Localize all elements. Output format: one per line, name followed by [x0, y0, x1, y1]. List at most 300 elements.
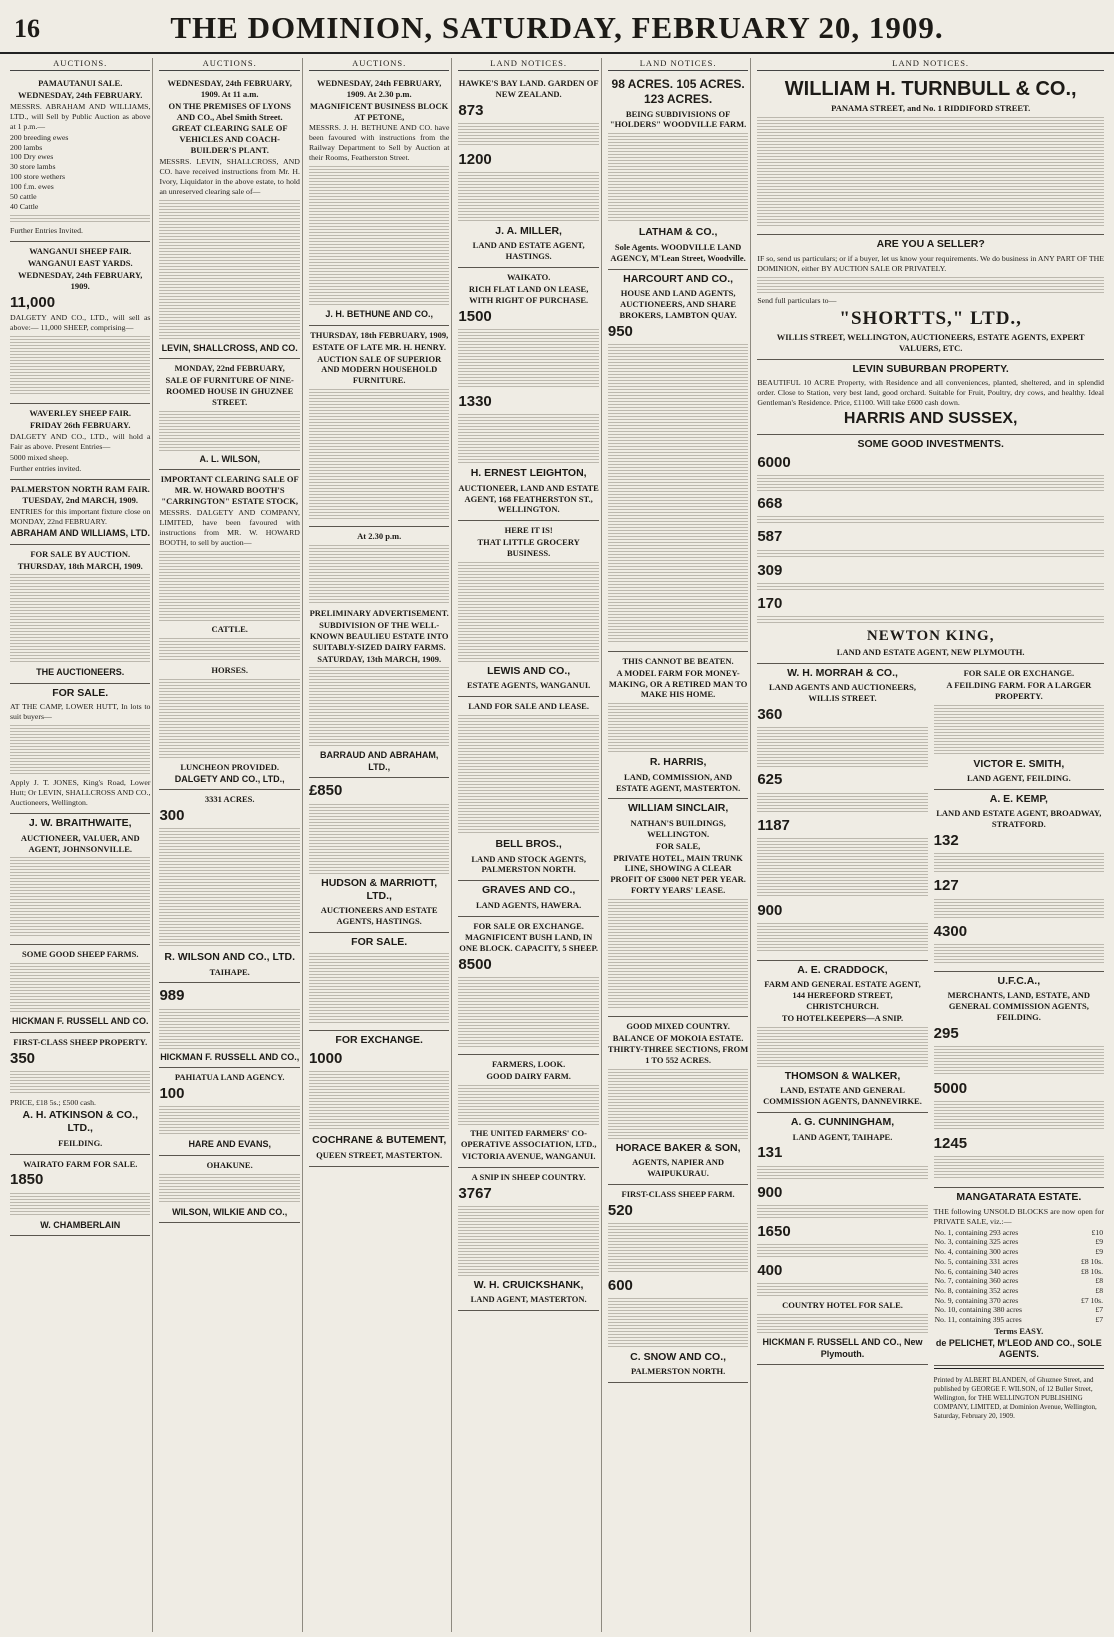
ad-subtitle: A MODEL FARM FOR MONEY-MAKING, OR A RETIRED MAN TO MAKE HIS HOME.	[608, 667, 748, 700]
ad-number: 587	[757, 528, 783, 546]
ad-title: WAIRATO FARM FOR SALE.	[23, 1158, 138, 1169]
ad-title: LAND FOR SALE AND LEASE.	[468, 701, 589, 712]
ad-number: 600	[607, 1276, 633, 1294]
advert	[309, 778, 449, 933]
text-block	[608, 899, 748, 1009]
advert	[10, 1033, 150, 1155]
ad-title: COUNTRY HOTEL FOR SALE.	[782, 1300, 903, 1311]
advert	[458, 881, 598, 916]
table-row	[934, 1276, 1104, 1286]
ad-signature: J. A. MILLER,	[495, 225, 562, 237]
ad-signature: R. WILSON AND CO., LTD.	[164, 951, 296, 964]
text-block	[309, 667, 449, 747]
ad-body: MESSRS. LEVIN, SHALLCROSS, AND CO. have received instructions from Mr. H. Ivory, Liquidator in the above estate, to hold an unreserved clearing sale of—	[159, 157, 300, 196]
ad-title: PRELIMINARY ADVERTISEMENT.	[309, 608, 449, 619]
text-block	[757, 1314, 927, 1334]
ad-title: FOR SALE.	[351, 936, 408, 949]
ad-number: 295	[933, 1024, 959, 1042]
advert	[458, 1168, 598, 1311]
divider	[934, 1368, 1104, 1369]
ad-number: 98 ACRES. 105 ACRES. 123 ACRES.	[611, 76, 745, 107]
text-block	[10, 1071, 150, 1095]
ad-subtitle: WANGANUI EAST YARDS.	[27, 258, 133, 269]
ad-signature: A. L. WILSON,	[199, 453, 260, 464]
advert	[757, 1113, 927, 1365]
text-block	[10, 857, 150, 937]
advert	[757, 74, 1104, 235]
ad-number: 1500	[458, 307, 492, 325]
ad-subtitle: AUCTION SALE OF SUPERIOR AND MODERN HOUSEHOLD FURNITURE.	[317, 353, 442, 386]
ad-body: DALGETY AND CO., LTD., will sell as above:— 11,000 SHEEP, comprising—	[10, 312, 151, 332]
ad-number: 668	[757, 495, 783, 513]
ad-number: 625	[757, 771, 783, 789]
advertiser-name: W. H. MORRAH & CO.,	[787, 667, 898, 679]
price-cell: £7	[1095, 1305, 1103, 1315]
advertiser-name: THOMSON & WALKER,	[784, 1069, 901, 1082]
block-cell: No. 1, containing 293 acres	[934, 1227, 1019, 1237]
ad-number: 5000	[933, 1079, 968, 1097]
ad-subtitle: GREAT CLEARING SALE OF VEHICLES AND COACH-BUILDER'S PLANT.	[171, 123, 288, 156]
stock-item: 40 Cattle	[10, 202, 39, 212]
ad-footer: Further entries invited.	[10, 463, 82, 473]
ad-address: PALMERSTON NORTH.	[630, 1366, 726, 1377]
text-block	[934, 705, 1104, 755]
text-block	[10, 963, 150, 1013]
ad-signature: J. H. BETHUNE AND CO.,	[325, 309, 434, 320]
ad-number: 950	[607, 322, 633, 340]
ad-signature: WILSON, WILKIE AND CO.,	[172, 1206, 288, 1217]
ad-address: PANAMA STREET, and No. 1 RIDDIFORD STREET.	[831, 103, 1031, 114]
ad-footer: Further Entries Invited.	[10, 226, 83, 236]
advertiser-name: "SHORTTS," LTD.,	[839, 307, 1022, 329]
stock-item: 100 f.m. ewes	[10, 182, 54, 192]
ad-signature: W. H. CRUICKSHANK,	[473, 1278, 584, 1291]
ad-title: MAGNIFICENT BUSINESS BLOCK AT PETONE,	[310, 100, 449, 122]
ad-body: MESSRS. J. H. BETHUNE AND CO. have been favoured with instructions from the Railway Department to Sell by Auction at their Rooms, Featherston Street.	[308, 123, 450, 163]
ad-number: 1187	[757, 816, 790, 834]
ad-title: THIS CANNOT BE BEATEN.	[622, 655, 734, 666]
text-block	[309, 545, 449, 605]
column-heading: LAND NOTICES.	[608, 58, 748, 71]
column-heading: LAND NOTICES.	[757, 58, 1104, 71]
price-cell: £9	[1095, 1247, 1103, 1257]
advertiser-name: A. E. CRADDOCK,	[797, 963, 888, 976]
block-cell: No. 5, containing 331 acres	[934, 1256, 1019, 1266]
text-block	[159, 1009, 299, 1049]
newspaper-title: THE DOMINION, SATURDAY, FEBRUARY 20, 1909.	[170, 10, 944, 45]
ad-date: WEDNESDAY, 24th FEBRUARY, 1909.	[18, 270, 143, 291]
page-number: 16	[14, 14, 40, 43]
ad-body: MESSRS. DALGETY AND COMPANY, LIMITED, have been favoured with instructions from MR. W. HOWARD BOOTH, to sell by auction—	[159, 508, 300, 547]
advertiser-name: WILLIAM H. TURNBULL & CO.,	[784, 77, 1077, 100]
ad-signature: LEWIS AND CO.,	[487, 664, 571, 677]
ad-subtitle: HOUSE AND LAND AGENTS, AUCTIONEERS, AND SHARE BROKERS, LAMBTON QUAY.	[619, 287, 737, 320]
price-cell: £9	[1095, 1237, 1103, 1247]
text-block	[309, 804, 449, 874]
text-block	[757, 277, 1104, 293]
block-cell: No. 3, containing 325 acres	[934, 1237, 1019, 1247]
ad-subtitle: PRIVATE HOTEL, MAIN TRUNK LINE, SHOWING A CLEAR PROFIT OF £3000 NET PER YEAR. FORTY YEARS' LEASE.	[610, 852, 746, 896]
ad-signature: ABRAHAM AND WILLIAMS, LTD.	[10, 528, 150, 539]
text-block	[159, 1106, 299, 1136]
ad-number: 900	[757, 901, 783, 919]
column-heading: AUCTIONS.	[10, 58, 150, 71]
price-cell: £8	[1095, 1286, 1103, 1295]
ad-title: PAMAUTANUI SALE.	[38, 77, 123, 88]
ad-date: TUESDAY, 2nd MARCH, 1909.	[22, 495, 139, 506]
table-row	[934, 1286, 1104, 1296]
table-row	[934, 1257, 1104, 1267]
advert	[309, 326, 449, 527]
advert	[458, 268, 598, 521]
text-block	[757, 1027, 927, 1067]
advert	[608, 270, 748, 652]
ad-subtitle: THAT LITTLE GROCERY BUSINESS.	[477, 537, 580, 558]
text-block	[608, 1298, 748, 1348]
text-block	[608, 133, 748, 223]
ad-number: 989	[159, 987, 185, 1005]
ad-date: WEDNESDAY, 24th FEBRUARY.	[18, 89, 143, 100]
text-block	[159, 1174, 299, 1204]
ad-subtitle: BALANCE OF MOKOIA ESTATE. THIRTY-THREE SECTIONS, FROM 1 TO 552 ACRES.	[607, 1032, 749, 1065]
table-row	[934, 1237, 1104, 1247]
column-3	[307, 58, 452, 1632]
text-block	[757, 583, 1104, 591]
ad-title: FARMERS, LOOK.	[492, 1059, 566, 1070]
advert	[934, 1188, 1104, 1365]
ad-address: AGENTS, NAPIER AND WAIPUKURAU.	[632, 1156, 725, 1178]
ad-title: WAIKATO.	[506, 272, 551, 283]
ad-signature: HICKMAN F. RUSSELL AND CO., New Plymouth.	[762, 1337, 923, 1359]
advert	[608, 1185, 748, 1384]
table-row	[934, 1247, 1104, 1257]
text-block	[10, 336, 150, 396]
ad-signature: HARE AND EVANS,	[188, 1139, 271, 1150]
text-block	[458, 329, 598, 389]
ad-address: WILLIS STREET, WELLINGTON, AUCTIONEERS, ESTATE AGENTS, EXPERT VALUERS, ETC.	[776, 332, 1085, 353]
ad-title: FOR SALE.	[52, 686, 109, 699]
ad-body: AT THE CAMP, LOWER HUTT, In lots to suit buyers—	[10, 702, 151, 722]
split-section	[757, 664, 1104, 1428]
text-block	[10, 215, 150, 223]
column-heading: LAND NOTICES.	[458, 58, 598, 71]
ad-signature: HUDSON & MARRIOTT, LTD.,	[321, 876, 438, 903]
ad-number: 873	[458, 101, 484, 119]
column-6	[755, 58, 1106, 1632]
advert	[10, 684, 150, 814]
column-heading: AUCTIONS.	[309, 58, 449, 71]
advert	[934, 972, 1104, 1189]
advert	[159, 1156, 299, 1223]
ad-body: DALGETY AND CO., LTD., will hold a Fair as above. Present Entries—	[10, 431, 151, 451]
ad-title: TO HOTELKEEPERS—A SNIP.	[781, 1013, 904, 1023]
ad-subtitle: SUBDIVISION OF THE WELL-KNOWN BEAULIEU ESTATE INTO SUITABLY-SIZED DAIRY FARMS.	[309, 619, 449, 652]
block-cell: No. 11, containing 395 acres	[934, 1315, 1022, 1325]
advert	[10, 814, 150, 945]
text-block	[309, 389, 449, 519]
advert	[757, 664, 927, 961]
printer-imprint: Printed by ALBERT BLANDEN, of Ghuznee Street, and published by GEORGE F. WILSON, of 12 Buller Street, Wellington, for THE WELLINGTON PUBLISHING COMPANY, LIMITED, at Dominion Avenue, Wellington, Saturday, February 20, 1909.	[933, 1375, 1097, 1420]
text-block	[934, 853, 1104, 873]
text-block	[458, 977, 598, 1047]
advert	[159, 1068, 299, 1156]
text-block	[10, 1193, 150, 1217]
ad-title: IMPORTANT CLEARING SALE OF MR. W. HOWARD BOOTH'S "CARRINGTON" ESTATE STOCK,	[160, 474, 299, 507]
advert	[159, 74, 299, 360]
ad-signature: C. SNOW AND CO.,	[630, 1350, 727, 1363]
ad-signature: GRAVES AND CO.,	[481, 884, 576, 897]
ad-title: ESTATE OF LATE MR. H. HENRY.	[312, 341, 447, 352]
advert	[10, 242, 150, 404]
ad-title: GOOD MIXED COUNTRY.	[626, 1021, 730, 1032]
text-block	[159, 411, 299, 451]
ad-apply: Apply J. T. JONES, King's Road, Lower Hutt; Or LEVIN, SHALLCROSS AND CO., Auctioneers, Wellington.	[10, 778, 151, 808]
ad-subtitle: LAND AGENT, FEILDING.	[966, 773, 1071, 784]
text-block	[757, 1244, 927, 1258]
right-subcolumn	[934, 664, 1104, 1428]
ad-signature: COCHRANE & BUTEMENT,	[312, 1134, 447, 1147]
advert	[608, 74, 748, 270]
advert	[159, 359, 299, 470]
table-row	[934, 1296, 1104, 1306]
ad-number: 132	[933, 832, 959, 850]
ad-title: ON THE PREMISES OF LYONS AND CO., Abel Smith Street.	[168, 100, 291, 122]
ad-signature: A. H. ATKINSON & CO., LTD.,	[22, 1108, 138, 1135]
advert	[608, 1017, 748, 1185]
masthead	[0, 0, 1114, 54]
ad-body: Send full particulars to—	[757, 295, 837, 305]
text-block	[608, 1223, 748, 1273]
text-block	[934, 1101, 1104, 1131]
ad-number: 11,000	[10, 293, 56, 311]
ad-number: 6000	[757, 454, 791, 471]
ad-subtitle: LAND AGENT, MASTERTON.	[470, 1294, 587, 1305]
ad-title: HAWKE'S BAY LAND. GARDEN OF NEW ZEALAND.	[458, 77, 599, 99]
text-block	[757, 923, 927, 953]
table-row	[934, 1267, 1104, 1277]
advert	[10, 74, 150, 242]
advertiser-name: VICTOR E. SMITH,	[973, 757, 1065, 770]
ad-subtitle: Sole Agents. WOODVILLE LAND AGENCY, M'Lean Street, Woodville.	[610, 241, 746, 263]
ad-title: OHAKUNE.	[206, 1159, 253, 1170]
text-block	[608, 1069, 748, 1139]
ad-title: J. W. BRAITHWAITE,	[28, 817, 132, 830]
text-block	[757, 616, 1104, 624]
stock-item: 100 store wethers	[10, 172, 65, 182]
ad-address: NATHAN'S BUILDINGS, WELLINGTON.	[630, 817, 726, 839]
ad-title: WAVERLEY SHEEP FAIR.	[29, 407, 132, 418]
ad-subtitle: LAND AGENT, TAIHAPE.	[792, 1131, 893, 1142]
text-block	[159, 551, 299, 621]
ad-location: ESTATE AGENTS, WANGANUI.	[466, 680, 591, 691]
table-row	[934, 1228, 1104, 1238]
text-block	[934, 944, 1104, 964]
block-cell: No. 10, containing 380 acres	[934, 1305, 1022, 1315]
advert	[309, 527, 449, 778]
advertiser-name: A. E. KEMP,	[989, 792, 1048, 805]
ad-location: TAIHAPE.	[209, 966, 250, 977]
advertiser-name: U.F.C.A.,	[997, 974, 1041, 987]
price-cell: £8 10s.	[1081, 1256, 1103, 1266]
block-cell: No. 9, containing 370 acres	[934, 1295, 1019, 1305]
ad-section: HORSES.	[211, 664, 249, 675]
ad-title: FIRST-CLASS SHEEP FARM.	[621, 1188, 735, 1199]
text-block	[159, 679, 299, 759]
text-block	[458, 1085, 598, 1125]
ad-title: ARE YOU A SELLER?	[876, 238, 985, 251]
text-block	[934, 899, 1104, 919]
text-block	[934, 1156, 1104, 1180]
ad-date: WEDNESDAY, 24th FEBRUARY, 1909. At 11 a.m.	[167, 77, 292, 99]
ad-body: MESSRS. ABRAHAM AND WILLIAMS, LTD., will Sell by Public Auction as above at 1 p.m.—	[10, 101, 151, 131]
text-block	[757, 1283, 927, 1297]
block-table	[934, 1228, 1104, 1325]
advert	[757, 435, 1104, 664]
ad-title: FIRST-CLASS SHEEP PROPERTY.	[13, 1036, 148, 1047]
stock-item: 30 store lambs	[10, 162, 56, 172]
ad-subtitle: LAND AND ESTATE AGENT, BROADWAY, STRATFORD.	[936, 808, 1102, 830]
block-cell: No. 6, containing 340 acres	[934, 1266, 1019, 1276]
text-block	[458, 172, 598, 222]
ad-location: FEILDING.	[58, 1137, 103, 1148]
column-5	[606, 58, 751, 1632]
ad-signature: THE UNITED FARMERS' CO-OPERATIVE ASSOCIATION, LTD.,	[460, 1128, 597, 1149]
ad-title: 3331 ACRES.	[204, 794, 255, 805]
ad-address: QUEEN STREET, MASTERTON.	[316, 1149, 443, 1160]
table-row	[934, 1315, 1104, 1325]
ad-number: 131	[757, 1144, 783, 1162]
ad-number: 300	[159, 806, 185, 824]
columns	[8, 58, 1106, 1632]
left-subcolumn	[757, 664, 927, 1428]
ad-number: 4300	[933, 922, 968, 940]
ad-number: 1200	[458, 150, 492, 168]
ad-number: 1000	[308, 1050, 343, 1068]
text-block	[934, 1046, 1104, 1076]
text-block	[309, 1071, 449, 1131]
advertiser-name: HARRIS AND SUSSEX,	[843, 410, 1018, 428]
text-block	[608, 344, 748, 644]
price-cell: £10	[1091, 1227, 1103, 1237]
ad-footer: LUNCHEON PROVIDED.	[180, 761, 280, 772]
ad-body: IF so, send us particulars; or if a buyer, let us know your requirements. We do business in ANY PART OF THE DOMINION, either BY AUCTION SALE OR PRIVATELY.	[757, 253, 1105, 273]
ad-number: 127	[933, 877, 959, 895]
text-block	[757, 838, 927, 898]
text-block	[757, 727, 927, 767]
ad-signature: LATHAM & CO.,	[638, 226, 718, 239]
text-block	[159, 828, 299, 948]
advert	[757, 961, 927, 1113]
ad-section: CATTLE.	[211, 623, 248, 634]
ad-signature: HARCOURT AND CO.,	[623, 272, 734, 285]
ad-date: SATURDAY, 13th MARCH, 1909.	[317, 653, 442, 664]
text-block	[757, 516, 1104, 524]
ad-number: 1330	[458, 393, 492, 410]
advert	[159, 790, 299, 983]
ad-signature: HORACE BAKER & SON,	[615, 1141, 741, 1154]
text-block	[10, 725, 150, 775]
ad-number: 8500	[458, 956, 492, 974]
ad-number: £850	[308, 782, 343, 800]
column-2	[157, 58, 302, 1632]
advert	[309, 1031, 449, 1167]
ad-number: 1850	[10, 1171, 44, 1189]
ad-subtitle: LAND AGENTS AND AUCTIONEERS, WILLIS STREET.	[769, 682, 916, 704]
ad-date: THURSDAY, 18th MARCH, 1909.	[17, 560, 143, 571]
stock-list	[10, 133, 150, 213]
text-block	[458, 715, 598, 835]
ad-subtitle: LAND AGENTS, HAWERA.	[475, 899, 582, 910]
advert	[608, 799, 748, 1017]
text-block	[159, 638, 299, 662]
advertiser-name: A. G. CUNNINGHAM,	[790, 1116, 895, 1129]
ad-number: 900	[757, 1183, 783, 1201]
ad-signature: W. CHAMBERLAIN	[40, 1219, 121, 1230]
text-block	[309, 953, 449, 1023]
price-cell: £7 10s.	[1081, 1295, 1103, 1305]
ad-title: BEING SUBDIVISIONS OF "HOLDERS" WOODVILLE FARM.	[609, 108, 747, 130]
ad-title: FOR SALE,	[655, 840, 701, 851]
ad-signature: R. HARRIS,	[649, 756, 707, 769]
ad-signature: H. ERNEST LEIGHTON,	[470, 467, 587, 480]
ad-title: FOR SALE OR EXCHANGE.	[963, 668, 1075, 678]
stock-item: 200 breeding ewes	[10, 132, 69, 142]
ad-signature: BARRAUD AND ABRAHAM, LTD.,	[320, 750, 439, 772]
ad-title: WANGANUI SHEEP FAIR.	[29, 246, 132, 257]
ad-number: 360	[757, 706, 783, 724]
ad-date: WEDNESDAY, 24th FEBRUARY, 1909. At 2.30 p.m.	[316, 77, 442, 99]
ad-body: ENTRIES for this important fixture close on MONDAY, 22nd FEBRUARY.	[10, 507, 151, 527]
ad-subtitle: A FEILDING FARM. FOR A LARGER PROPERTY.	[946, 679, 1092, 701]
ad-signature: WILLIAM SINCLAIR,	[627, 802, 729, 815]
ad-title: A SNIP IN SHEEP COUNTRY.	[471, 1171, 586, 1182]
stock-item: 100 Dry ewes	[10, 152, 54, 162]
ad-subtitle: MAGNIFICENT BUSH LAND, IN ONE BLOCK. CAPACITY, 5 SHEEP.	[459, 932, 599, 954]
ad-subtitle: GOOD DAIRY FARM.	[486, 1071, 571, 1082]
text-block	[757, 117, 1104, 227]
ad-address: LAND, COMMISSION, AND ESTATE AGENT, MASTERTON.	[615, 771, 741, 793]
text-block	[608, 703, 748, 753]
ad-terms: Terms EASY.	[994, 1325, 1044, 1336]
ad-number: 400	[757, 1261, 783, 1279]
text-block	[757, 1205, 927, 1219]
ad-number: 520	[607, 1201, 633, 1219]
advert	[10, 480, 150, 545]
ad-title: SALE OF FURNITURE OF NINE-ROOMED HOUSE IN GHUZNEE STREET.	[165, 375, 294, 408]
advert	[458, 521, 598, 697]
ad-body: THE following UNSOLD BLOCKS are now open for PRIVATE SALE, viz.:—	[933, 1206, 1104, 1226]
block-cell: No. 4, containing 300 acres	[934, 1247, 1019, 1257]
text-block	[458, 1206, 598, 1276]
ad-title: FOR EXCHANGE.	[335, 1033, 423, 1046]
column-4	[456, 58, 601, 1632]
ad-signature: BELL BROS.,	[495, 838, 562, 851]
ad-subtitle: LAND AND STOCK AGENTS, PALMERSTON NORTH.	[471, 853, 586, 875]
advert	[309, 74, 449, 326]
ad-title: HERE IT IS!	[504, 525, 553, 536]
advert	[10, 545, 150, 684]
text-block	[757, 475, 1104, 491]
advert	[608, 652, 748, 800]
advert	[934, 790, 1104, 972]
ad-signature: LEVIN, SHALLCROSS, AND CO.	[161, 342, 298, 353]
ad-signature: DALGETY AND CO., LTD.,	[174, 773, 285, 784]
text-block	[10, 574, 150, 664]
text-block	[757, 793, 927, 813]
ad-price: PRICE, £18 5s.; £500 cash.	[10, 1097, 96, 1107]
ad-signature: HICKMAN F. RUSSELL AND CO.	[11, 1016, 149, 1027]
text-block	[458, 562, 598, 662]
